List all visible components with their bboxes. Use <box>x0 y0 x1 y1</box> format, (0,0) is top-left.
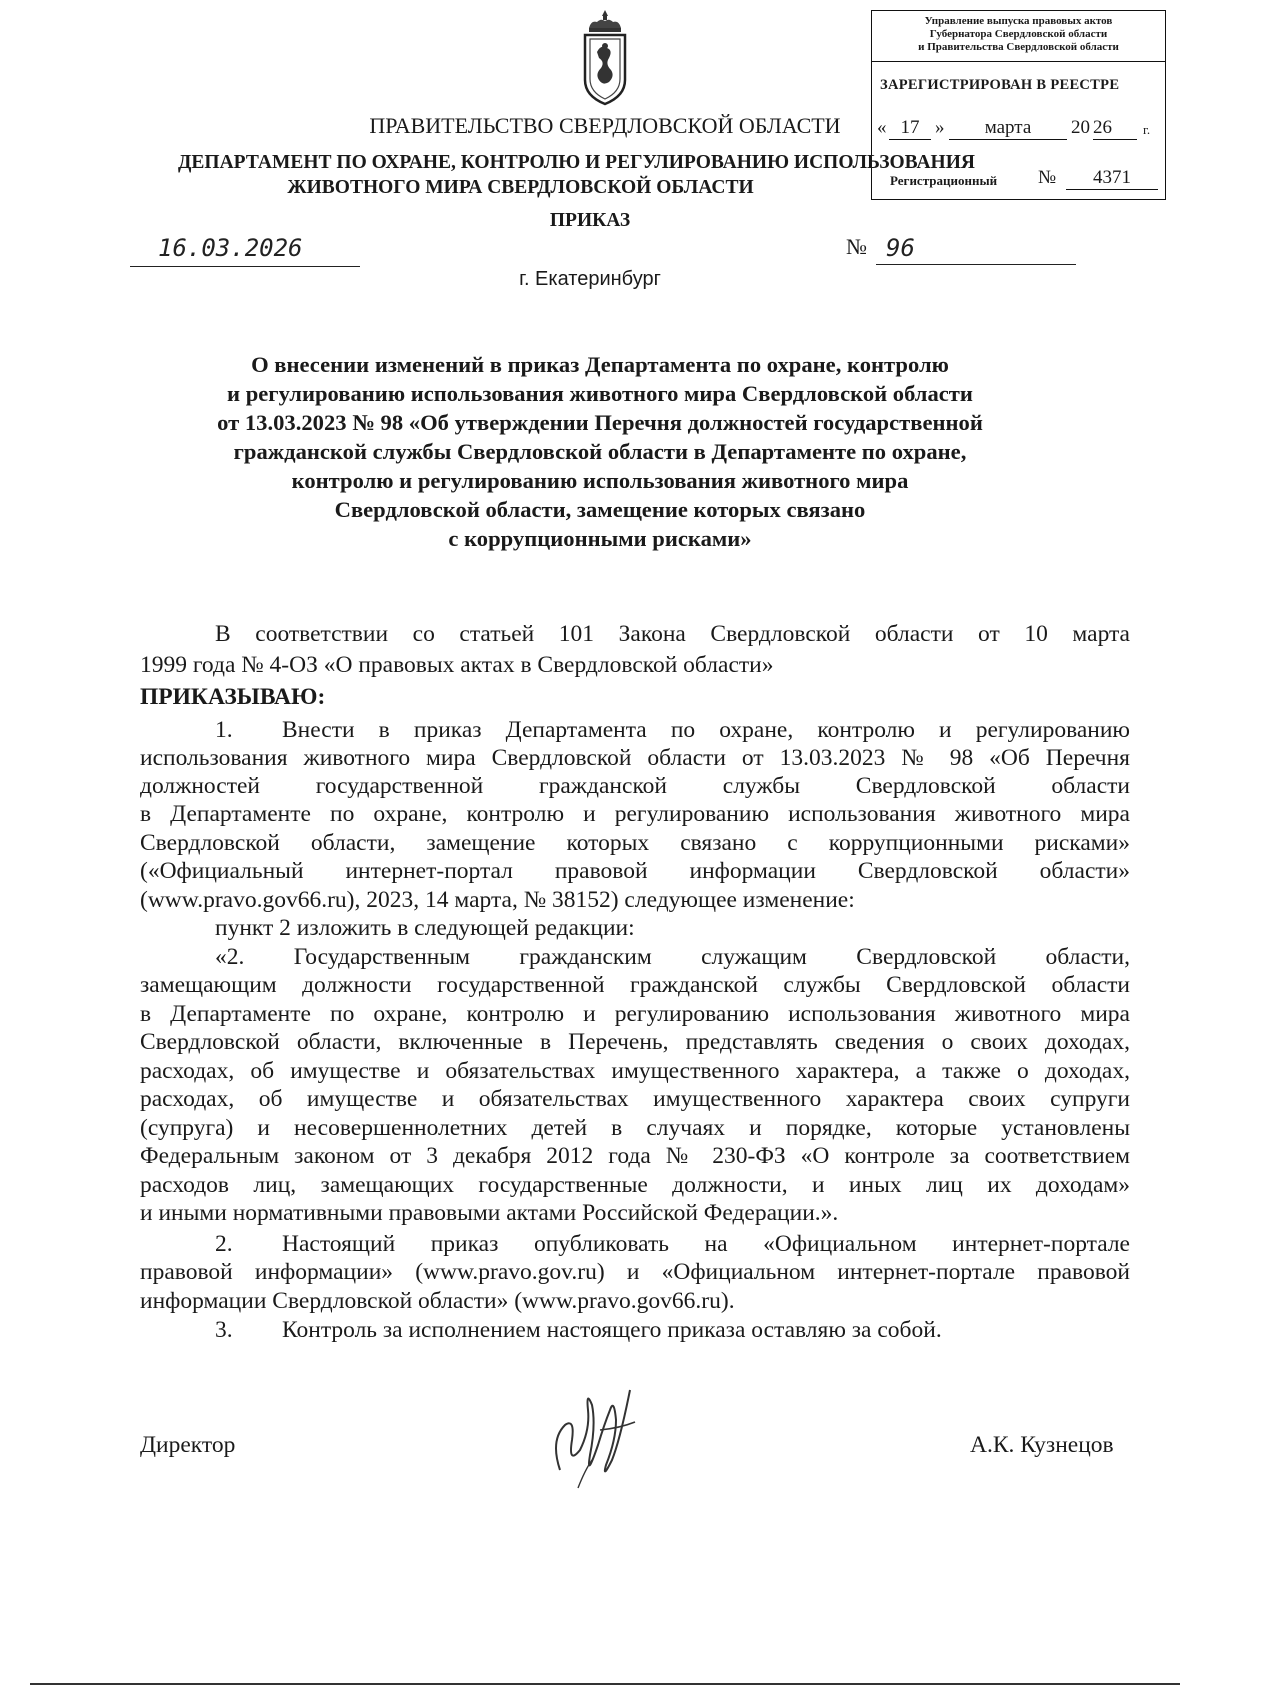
stamp-year-prefix: 20 <box>1071 117 1090 138</box>
quote-line: замещающим должности государственной гражданской службы Свердловской области <box>140 972 1130 998</box>
title-line: от 13.03.2023 № 98 «Об утверждении Перечня должностей государственной <box>217 410 983 435</box>
preamble-line: В соответствии со статьей 101 Закона Свердловской области от 10 марта <box>215 621 1130 647</box>
item-number: 2. <box>215 1231 233 1257</box>
page-bottom-border <box>30 1683 1180 1685</box>
stamp-issuer-line: и Правительства Свердловской области <box>918 41 1119 53</box>
title-line: гражданской службы Свердловской области в Департаменте по охране, <box>233 439 967 464</box>
stamp-day: 17 <box>889 117 931 140</box>
item3-text: Контроль за исполнением настоящего приказа оставляю за собой. <box>282 1317 942 1343</box>
stamp-issuer <box>872 15 1165 54</box>
signatory-position: Директор <box>140 1432 236 1458</box>
item-number: 1. <box>215 717 233 743</box>
handwritten-signature <box>540 1370 650 1500</box>
stamp-divider <box>872 61 1165 62</box>
city: г. Екатеринбург <box>519 268 661 290</box>
title-line: с коррупционными рисками» <box>448 526 752 551</box>
government-name: ПРАВИТЕЛЬСТВО СВЕРДЛОВСКОЙ ОБЛАСТИ <box>369 113 841 138</box>
stamp-issuer-line: Управление выпуска правовых актов <box>924 15 1113 27</box>
title-line: контролю и регулированию использования животного мира <box>291 468 909 493</box>
order-number-value: 96 <box>886 234 915 262</box>
item1-line: Свердловской области, замещение которых связано с коррупционными рисками» <box>140 830 1130 856</box>
order-date-value: 16.03.2026 <box>158 234 303 262</box>
quote-line: Свердловской области, включенные в Перечень, представлять сведения о своих доходах, <box>140 1029 1130 1055</box>
stamp-date: « 17 » марта 20 26 г. <box>877 117 1151 138</box>
order-date <box>130 236 360 267</box>
stamp-year-suffix: 26 <box>1093 117 1137 140</box>
stamp-number-sign: № <box>1038 167 1057 188</box>
item2-first-line: Настоящий приказ опубликовать на «Официальном интернет-портале <box>282 1231 1130 1257</box>
signatory-name: А.К. Кузнецов <box>970 1432 1114 1458</box>
item1-line: в Департаменте по охране, контролю и регулированию использования животного мира <box>140 801 1130 827</box>
document-type: ПРИКАЗ <box>549 210 631 231</box>
title-line: и регулированию использования животного мира Свердловской области <box>227 381 973 406</box>
quote-line: (супруга) и несовершеннолетних детей в случаях и порядке, которые установлены <box>140 1115 1130 1141</box>
title-line: Свердловской области, замещение которых связано <box>334 497 866 522</box>
stamp-registered-label: ЗАРЕГИСТРИРОВАН В РЕЕСТРЕ <box>880 77 1120 93</box>
item-number: 3. <box>215 1317 233 1343</box>
item1-last-line: (www.pravo.gov66.ru), 2023, 14 марта, № 38152) следующее изменение: <box>140 887 855 913</box>
quote-line: Федеральным законом от 3 декабря 2012 года № 230-ФЗ «О контроле за соответствием <box>140 1143 1130 1169</box>
department-line: ЖИВОТНОГО МИРА СВЕРДЛОВСКОЙ ОБЛАСТИ <box>287 177 754 198</box>
stamp-month: марта <box>949 117 1067 140</box>
item1-line: использования животного мира Свердловской области от 13.03.2023 № 98 «Об Перечня <box>140 745 1130 771</box>
order-word: ПРИКАЗЫВАЮ: <box>140 684 326 710</box>
stamp-issuer-line: Губернатора Свердловской области <box>929 28 1108 40</box>
stamp-reg-number-label: Регистрационный <box>890 173 998 188</box>
item2-line: правовой информации» (www.pravo.gov.ru) и «Официальном интернет-портале правовой <box>140 1259 1130 1285</box>
item1-first-line: Внести в приказ Департамента по охране, контролю и регулированию <box>282 717 1130 743</box>
item2-last-line: информации Свердловской области» (www.pravo.gov66.ru). <box>140 1288 735 1314</box>
coat-of-arms-icon <box>575 8 635 108</box>
quote-line: расходах, об имуществе и обязательствах имущественного характера, а также о доходах, <box>140 1058 1130 1084</box>
order-title <box>150 350 1050 553</box>
quote-first-line: «2. Государственным гражданским служащим Свердловской области, <box>215 944 1130 970</box>
item1-line: должностей государственной гражданской службы Свердловской области <box>140 773 1130 799</box>
title-line: О внесении изменений в приказ Департамента по охране, контролю <box>251 352 949 377</box>
order-number <box>876 236 1076 265</box>
order-number-label: № <box>846 234 867 259</box>
department-line: ДЕПАРТАМЕНТ ПО ОХРАНЕ, КОНТРОЛЮ И РЕГУЛИРОВАНИЮ ИСПОЛЬЗОВАНИЯ <box>178 152 975 173</box>
preamble-line: 1999 года № 4-ОЗ «О правовых актах в Свердловской области» <box>140 652 774 678</box>
quote-line: расходах, об имуществе и обязательствах имущественного характера своих супруги <box>140 1086 1130 1112</box>
quote-line: расходов лиц, замещающих государственные должности, и иных лиц их доходам» <box>140 1172 1130 1198</box>
quote-last-line: и иными нормативными правовыми актами Российской Федерации.». <box>140 1200 839 1226</box>
stamp-year-unit: г. <box>1143 122 1151 137</box>
quote-line: в Департаменте по охране, контролю и регулированию использования животного мира <box>140 1001 1130 1027</box>
amendment-intro: пункт 2 изложить в следующей редакции: <box>215 915 635 941</box>
stamp-reg-number-value: 4371 <box>1066 167 1158 190</box>
item1-line: («Официальный интернет-портал правовой информации Свердловской области» <box>140 858 1130 884</box>
